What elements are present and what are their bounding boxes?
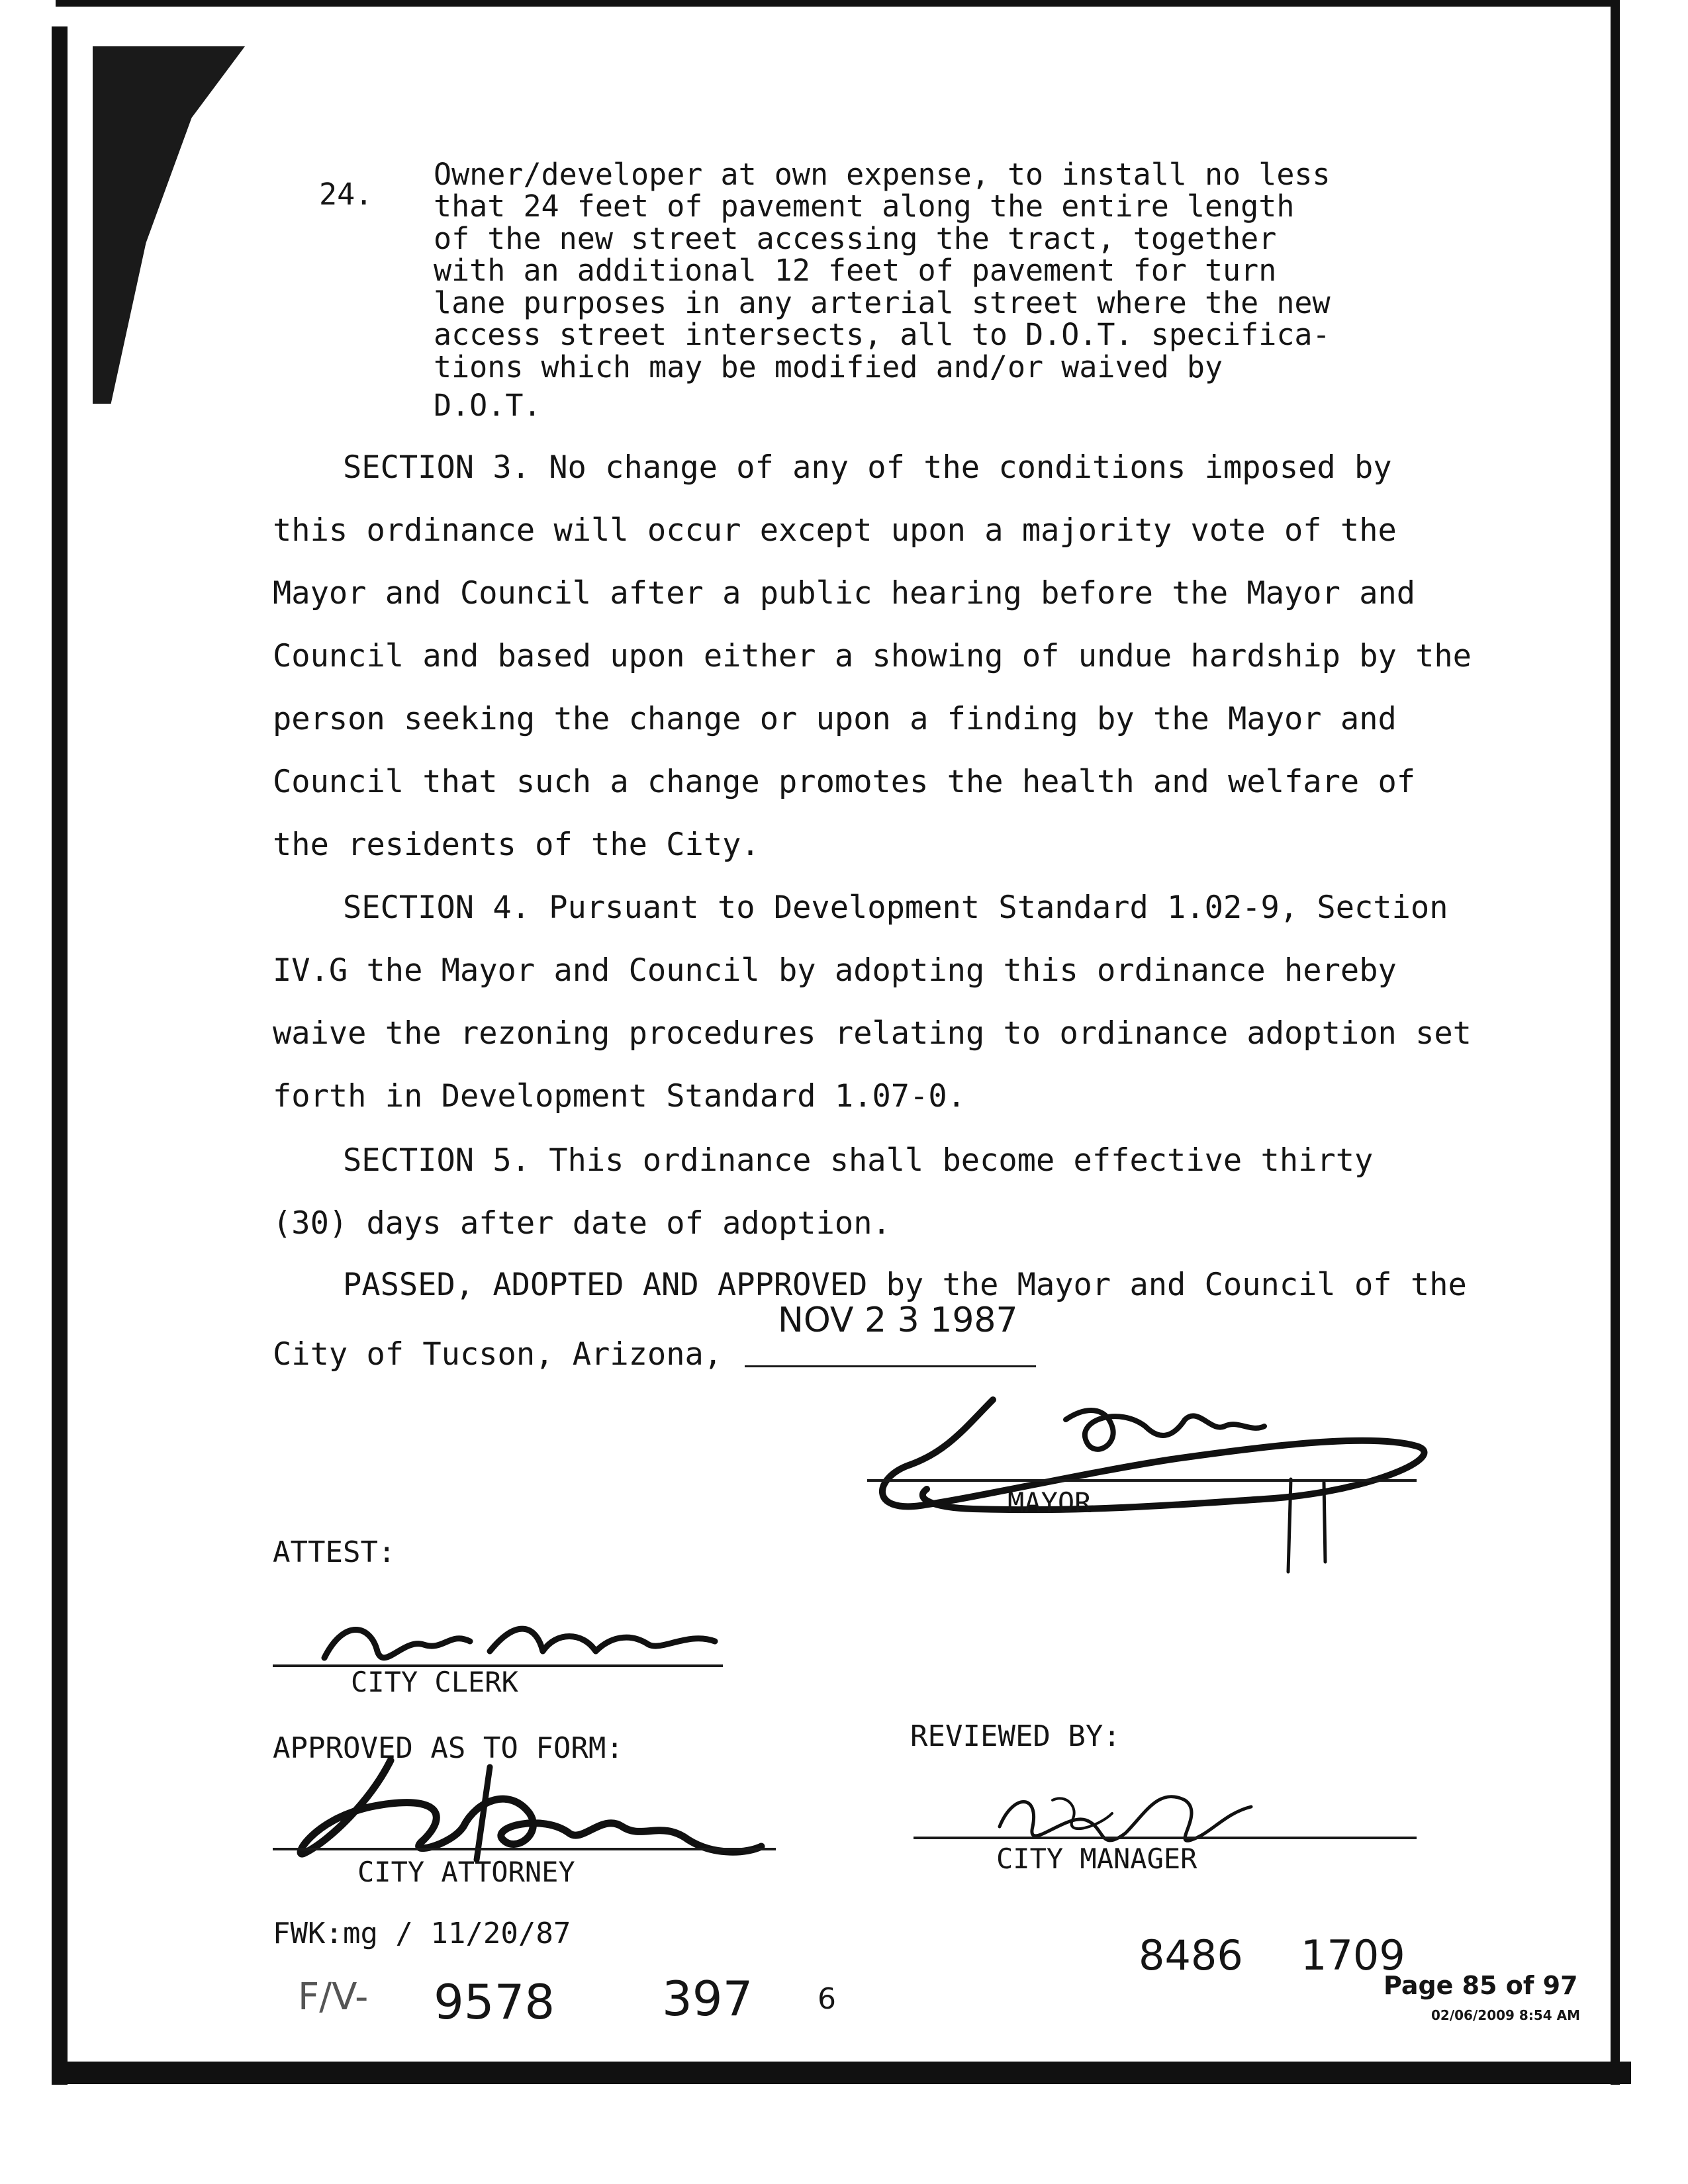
item-line: with an additional 12 feet of pavement for turn [434, 253, 1277, 288]
mayor-signature-line [867, 1479, 1417, 1482]
scan-border-right [1611, 0, 1620, 2085]
print-timestamp: 02/06/2009 8:54 AM [1431, 2007, 1580, 2023]
stamp-number-b: 397 [662, 1971, 753, 2026]
section-line: waive the rezoning procedures relating to ordinance adoption set [273, 1015, 1472, 1052]
section-line: IV.G the Mayor and Council by adopting this ordinance hereby [273, 952, 1397, 989]
stamp-prefix: F/V- [298, 1976, 369, 2019]
city-attorney-label: CITY ATTORNEY [357, 1856, 575, 1888]
section-line: Council and based upon either a showing of undue hardship by the [273, 638, 1472, 674]
date-stamp: NOV 2 3 1987 [778, 1300, 1018, 1340]
date-underline [745, 1365, 1036, 1367]
docket-page: 1709 [1301, 1931, 1405, 1979]
item-line: access street intersects, all to D.O.T. specifica- [434, 317, 1331, 352]
scan-smudge [93, 46, 245, 404]
docket-number: 8486 [1139, 1931, 1243, 1979]
item-line: tions which may be modified and/or waived by [434, 349, 1223, 385]
passed-city-line: City of Tucson, Arizona, [273, 1336, 723, 1373]
section-line: the residents of the City. [273, 827, 760, 863]
scan-border-bottom [56, 2062, 1631, 2084]
section-line: SECTION 4. Pursuant to Development Standard 1.02-9, Section [343, 889, 1448, 926]
prepared-initials: FWK:mg / 11/20/87 [273, 1917, 571, 1950]
scan-border-left [52, 26, 68, 2085]
item-line: that 24 feet of pavement along the entire length [434, 189, 1295, 224]
city-manager-signature-line [914, 1837, 1417, 1839]
item-line: D.O.T. [434, 388, 541, 423]
city-attorney-signature-line [273, 1848, 776, 1850]
section-line: SECTION 5. This ordinance shall become effective thirty [343, 1142, 1374, 1179]
section-line: Mayor and Council after a public hearing before the Mayor and [273, 575, 1416, 612]
item-number: 24. [319, 177, 373, 212]
scan-border-top [56, 0, 1618, 7]
reviewed-by-label: REVIEWED BY: [910, 1719, 1121, 1753]
page-label: Page 85 of 97 [1383, 1971, 1578, 2000]
section-line: person seeking the change or upon a finding by the Mayor and [273, 701, 1397, 737]
approved-as-to-form-label: APPROVED AS TO FORM: [273, 1731, 624, 1765]
section-line: SECTION 3. No change of any of the conditions imposed by [343, 449, 1392, 486]
stamp-number-c: 6 [818, 1982, 836, 2016]
item-line: of the new street accessing the tract, together [434, 221, 1277, 256]
passed-line: PASSED, ADOPTED AND APPROVED by the Mayor and Council of the [343, 1267, 1467, 1303]
stamp-number-a: 9578 [434, 1974, 555, 2030]
attest-label: ATTEST: [273, 1535, 396, 1569]
section-line: (30) days after date of adoption. [273, 1205, 891, 1242]
section-line: Council that such a change promotes the health and welfare of [273, 764, 1416, 800]
item-line: lane purposes in any arterial street where the new [434, 285, 1331, 320]
city-manager-label: CITY MANAGER [996, 1843, 1197, 1875]
city-clerk-label: CITY CLERK [351, 1666, 518, 1698]
item-line: Owner/developer at own expense, to install no less [434, 157, 1331, 192]
section-line: this ordinance will occur except upon a majority vote of the [273, 512, 1397, 549]
mayor-label: MAYOR [1008, 1486, 1092, 1519]
section-line: forth in Development Standard 1.07-0. [273, 1078, 966, 1115]
